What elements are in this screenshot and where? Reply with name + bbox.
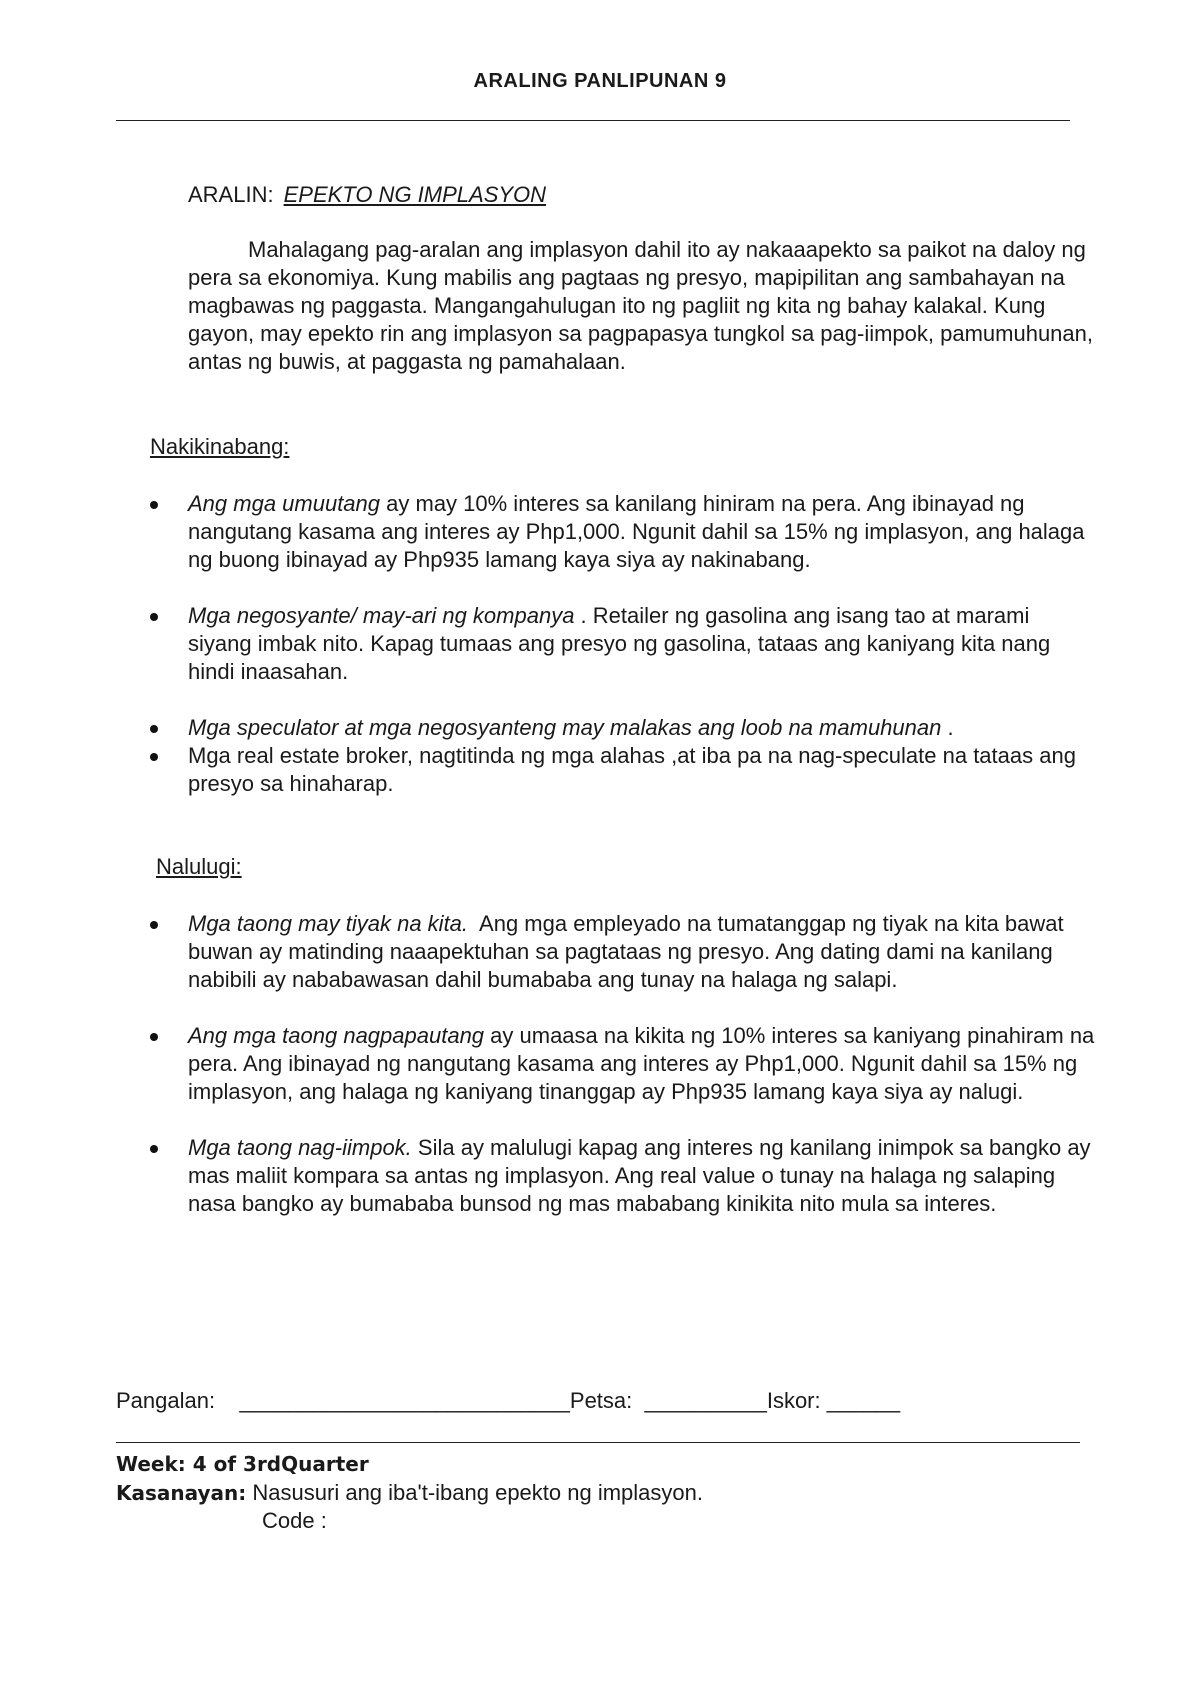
item-text: ay may 10% interes sa kanilang hiniram na pera. Ang ibinayad ng nangutang kasama ang interes ay Php1,000. Ngunit dahil sa 15% ng implasyon, ang halaga ng buong ibinayad ay Php935 lamang kaya siya ay nakinabang. (188, 491, 1085, 572)
kasanayan-label: Kasanayan: (116, 1481, 247, 1505)
week-label: Week: 4 of 3rdQuarter (116, 1452, 369, 1476)
nalulugi-heading (114, 854, 242, 880)
item-emphasis: Mga taong nag-iimpok. (188, 1135, 412, 1160)
list-item (150, 714, 1095, 742)
bullet-icon (150, 921, 158, 929)
item-emphasis: Mga taong may tiyak na kita. (188, 911, 469, 936)
list-item (150, 1134, 1095, 1218)
item-emphasis: Ang mga umuutang (188, 491, 381, 516)
item-text: Mga real estate broker, nagtitinda ng mga alahas ,at iba pa na nag-speculate na tataas ang presyo sa hinaharap. (188, 743, 1076, 796)
item-emphasis: Mga speculator at mga negosyanteng may malakas ang loob na mamuhunan (188, 715, 942, 740)
header-rule (116, 120, 1070, 121)
student-info-line: Pangalan: ___________________________Petsa: __________Iskor: ______ (116, 1388, 901, 1413)
list-item (150, 490, 1095, 574)
list-item (150, 742, 1095, 798)
item-text: ay umaasa na kikita ng 10% interes sa kaniyang pinahiram na pera. Ang ibinayad ng nangutang kasama ang interes ay Php1,000. Ngunit dahil sa 15% ng implasyon, ang halaga ng kaniyang tinanggap ay Php935 lamang kaya siya ay nalugi. (188, 1023, 1095, 1104)
bullet-icon (150, 613, 158, 621)
item-text: . Retailer ng gasolina ang isang tao at marami siyang imbak nito. Kapag tumaas ang presyo ng gasolina, tataas ang kaniyang kita nang hindi inaasahan. (188, 603, 1051, 684)
bullet-icon (150, 753, 158, 761)
lesson-label: ARALIN: (188, 182, 274, 207)
item-text: Ang mga empleyado na tumatanggap ng tiyak na kita bawat buwan ay matinding naaapektuhan sa pagtataas ng presyo. Ang dating dami na kanilang nabibili ay nababawasan dahil bumababa ang tunay na halaga ng salapi. (188, 911, 1070, 992)
item-text: . (941, 715, 954, 740)
list-item (150, 602, 1095, 686)
lesson-line (188, 182, 546, 208)
bullet-icon (150, 1145, 158, 1153)
item-text: Sila ay malulugi kapag ang interes ng kanilang inimpok sa bangko ay mas maliit kompara sa antas ng implasyon. Ang real value o tunay na halaga ng salaping nasa bangko ay bumababa bunsod ng mas mababang kinikita nito mula sa interes. (188, 1135, 1091, 1216)
intro-text: Mahalagang pag-aralan ang implasyon dahil ito ay nakaaapekto sa paikot na daloy ng pera sa ekonomiya. Kung mabilis ang pagtaas ng presyo, mapipilitan ang sambahayan na magbawas ng paggasta. Mangangahulugan ito ng pagliit ng kita ng bahay kalakal. Kung gayon, may epekto rin ang implasyon sa pagpapasya tungkol sa pag-iimpok, pamumuhunan, antas ng buwis, at paggasta ng pamahalaan. (188, 237, 1093, 374)
list-item (150, 910, 1095, 994)
nalulugi-heading-text: Nalulugi: (156, 854, 242, 879)
nakikinabang-heading: Nakikinabang: (150, 434, 290, 459)
footer-rule (116, 1442, 1080, 1443)
lesson-topic: EPEKTO NG IMPLASYON (283, 182, 547, 207)
list-item (150, 1022, 1095, 1106)
intro-paragraph (188, 236, 1108, 376)
bullet-icon (150, 725, 158, 733)
nalulugi-list (150, 910, 1095, 1218)
item-emphasis: Mga negosyante/ may-ari ng kompanya (188, 603, 575, 628)
code-label: Code : (262, 1508, 327, 1533)
bullet-icon (150, 1033, 158, 1041)
item-emphasis: Ang mga taong nagpapautang (188, 1023, 485, 1048)
bullet-icon (150, 501, 158, 509)
kasanayan-line (116, 1480, 703, 1506)
kasanayan-text: Nasusuri ang iba't-ibang epekto ng implasyon. (246, 1480, 703, 1505)
document-title: ARALING PANLIPUNAN 9 (473, 70, 727, 92)
nakikinabang-list (150, 490, 1095, 798)
